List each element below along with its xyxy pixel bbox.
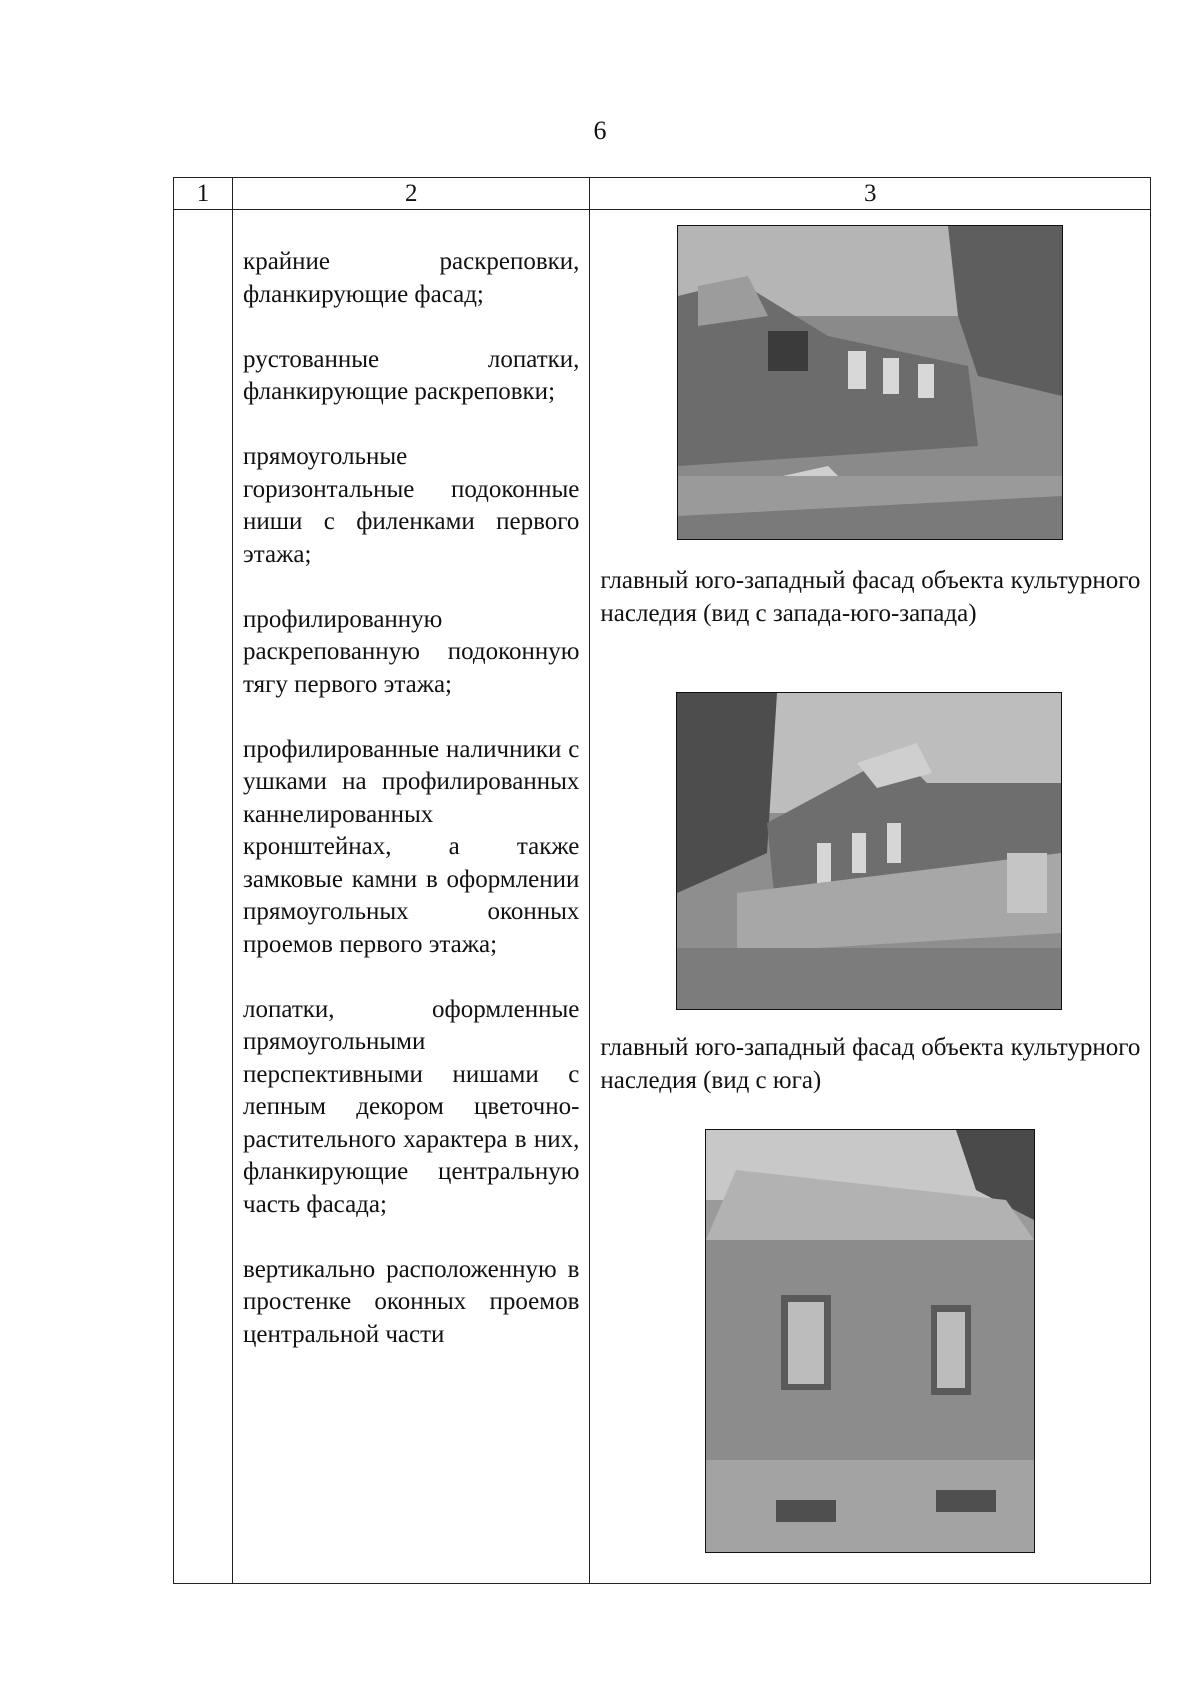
header-col-2: 2 [233, 178, 590, 210]
photos-cell [590, 210, 1151, 1584]
facade-photo-2 [676, 692, 1062, 1010]
feature-item: рустованные лопатки, фланкирующие раскреповки; [243, 345, 580, 405]
table-header-row [174, 178, 1151, 210]
row-number-cell [174, 210, 233, 1584]
feature-item: профилированные наличники с ушками на профилированных каннелированных кронштейнах, а также замковые камни в оформлении прямоугольных оконных проемов первого этажа; [243, 735, 580, 958]
heritage-features-table [173, 177, 1151, 1584]
feature-item: вертикально расположенную в простенке оконных проемов центральной части [243, 1255, 580, 1348]
feature-item: крайние раскреповки, фланкирующие фасад; [243, 248, 580, 308]
features-cell [233, 210, 590, 1584]
feature-item: прямоугольные горизонтальные подоконные ниши с филенками первого этажа; [243, 443, 580, 568]
photo-caption-2: главный юго-западный фасад объекта культурного наследия (вид с юга) [600, 1034, 1141, 1094]
building-photo-1-image [678, 226, 1062, 539]
header-col-3: 3 [590, 178, 1151, 210]
table-row [174, 210, 1151, 1584]
header-col-1: 1 [174, 178, 233, 210]
facade-photo-3 [705, 1129, 1035, 1553]
feature-item: лопатки, оформленные прямоугольными перспективными нишами с лепным декором цветочно-растительного характера в них, фланкирующие центральную часть фасада; [243, 995, 580, 1218]
building-photo-3-image [706, 1130, 1034, 1552]
page-number: 6 [593, 116, 607, 145]
building-photo-2-image [677, 693, 1061, 1009]
feature-item: профилированную раскрепованную подоконную тягу первого этажа; [243, 605, 580, 698]
photo-caption-1: главный юго-западный фасад объекта культурного наследия (вид с запада-юго-запада) [600, 567, 1141, 627]
facade-photo-1 [677, 225, 1063, 540]
